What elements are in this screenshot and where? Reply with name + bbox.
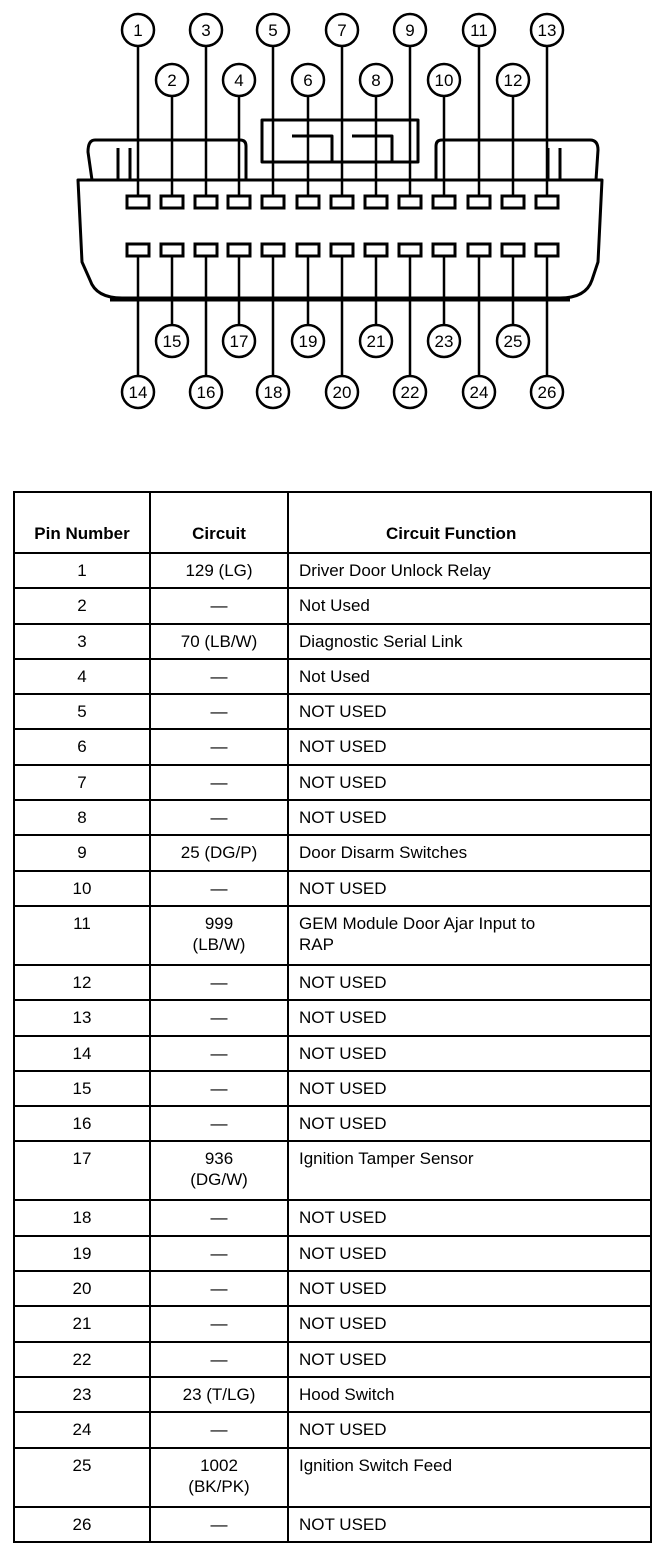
pin-slot-top [365,196,387,208]
pin-callout-label: 18 [263,383,283,402]
pin-callout [156,325,188,357]
pin-callout-label: 5 [268,21,278,40]
pin-number-cell: 16 [14,1106,150,1141]
circuit-function-cell: Door Disarm Switches [288,835,651,870]
circuit-function-cell: NOT USED [288,1271,651,1306]
pin-callout [223,325,255,357]
pin-number-cell: 25 [14,1448,150,1507]
circuit-cell: — [150,1507,288,1542]
pin-number-cell: 9 [14,835,150,870]
pin-slot-bottom [433,244,455,256]
pin-callout [292,64,324,96]
table-row [14,965,651,1000]
circuit-cell: — [150,1000,288,1035]
pin-number-cell: 18 [14,1200,150,1235]
pin-number-cell: 13 [14,1000,150,1035]
pin-callout [190,14,222,46]
table-row [14,1106,651,1141]
pin-callout [394,14,426,46]
pin-callout-label: 4 [234,71,244,90]
circuit-cell: — [150,965,288,1000]
table-row [14,906,651,965]
pin-slot-bottom [502,244,524,256]
circuit-function-cell: Ignition Tamper Sensor [288,1141,651,1200]
pin-callout-label: 10 [434,71,454,90]
pin-callout-label: 12 [503,71,523,90]
table-header-row [14,492,651,553]
circuit-cell: — [150,1106,288,1141]
circuit-cell: 25 (DG/P) [150,835,288,870]
table-row [14,1507,651,1542]
pin-number-cell: 7 [14,765,150,800]
pin-slot-top [468,196,490,208]
pin-slot-top [502,196,524,208]
circuit-cell: — [150,1236,288,1271]
pin-callout [223,64,255,96]
table-row [14,800,651,835]
pin-callout-label: 25 [503,332,523,351]
circuit-function-cell: NOT USED [288,1306,651,1341]
table-row [14,624,651,659]
pin-callout-label: 2 [167,71,177,90]
circuit-function-cell: NOT USED [288,1071,651,1106]
pin-slot-bottom [536,244,558,256]
pin-callout-label: 1 [133,21,143,40]
pin-callout-label: 7 [337,21,347,40]
pin-slot-bottom [262,244,284,256]
header-circuit: Circuit [150,492,288,553]
circuit-cell: 23 (T/LG) [150,1377,288,1412]
pin-callout [463,14,495,46]
pin-callout-label: 26 [537,383,557,402]
pin-number-cell: 6 [14,729,150,764]
connector-body [78,120,602,300]
circuit-cell: 999 (LB/W) [150,906,288,965]
pin-number-cell: 26 [14,1507,150,1542]
pin-slot-top [297,196,319,208]
circuit-cell: 1002 (BK/PK) [150,1448,288,1507]
pin-slot-bottom [365,244,387,256]
pin-callout-label: 9 [405,21,415,40]
pin-callout-label: 15 [162,332,182,351]
circuit-function-cell: Ignition Switch Feed [288,1448,651,1507]
pin-slot-top [331,196,353,208]
circuit-function-cell: NOT USED [288,1106,651,1141]
circuit-cell: — [150,729,288,764]
pin-callout-label: 6 [303,71,313,90]
circuit-function-cell: NOT USED [288,965,651,1000]
circuit-cell: 129 (LG) [150,553,288,588]
pin-callout [122,14,154,46]
pin-slot-top [399,196,421,208]
circuit-cell: 936 (DG/W) [150,1141,288,1200]
table-row [14,871,651,906]
table-row [14,1000,651,1035]
circuit-function-cell: NOT USED [288,1507,651,1542]
pin-slot-top [228,196,250,208]
circuit-function-cell: Not Used [288,659,651,694]
pin-number-cell: 15 [14,1071,150,1106]
pin-slot-top [262,196,284,208]
pin-callout-label: 13 [537,21,557,40]
table-row [14,1377,651,1412]
circuit-cell: — [150,1412,288,1447]
circuit-function-cell: NOT USED [288,1036,651,1071]
table-row [14,694,651,729]
table-row [14,765,651,800]
circuit-cell: — [150,1271,288,1306]
circuit-cell: — [150,871,288,906]
pin-slot-bottom [297,244,319,256]
pin-callout-label: 20 [332,383,352,402]
table-row [14,835,651,870]
pin-slot-top [127,196,149,208]
pin-callout-label: 24 [469,383,489,402]
pin-callout-label: 8 [371,71,381,90]
table-row [14,1141,651,1200]
circuit-function-cell: NOT USED [288,729,651,764]
circuit-cell: — [150,588,288,623]
pin-callout [257,376,289,408]
pin-callout [394,376,426,408]
pin-slot-bottom [399,244,421,256]
table-row [14,659,651,694]
pin-number-cell: 12 [14,965,150,1000]
pin-number-cell: 22 [14,1342,150,1377]
table-row [14,1200,651,1235]
header-circuit-function: Circuit Function [288,492,651,553]
pin-callout [360,325,392,357]
pin-number-cell: 10 [14,871,150,906]
pin-number-cell: 23 [14,1377,150,1412]
circuit-cell: — [150,694,288,729]
pin-number-cell: 20 [14,1271,150,1306]
header-pin-number: Pin Number [14,492,150,553]
circuit-cell: 70 (LB/W) [150,624,288,659]
table-row [14,1271,651,1306]
pin-number-cell: 2 [14,588,150,623]
circuit-cell: — [150,1342,288,1377]
pin-callout-label: 11 [470,21,488,40]
pin-callout [497,325,529,357]
circuit-cell: — [150,1036,288,1071]
pin-callout-label: 14 [128,383,148,402]
circuit-function-cell: NOT USED [288,1412,651,1447]
pin-slot-top [195,196,217,208]
pin-slot-bottom [195,244,217,256]
circuit-function-cell: NOT USED [288,765,651,800]
circuit-function-cell: GEM Module Door Ajar Input to RAP [288,906,651,965]
circuit-cell: — [150,800,288,835]
pin-slot-bottom [127,244,149,256]
pin-table [13,491,652,1543]
pin-callout [190,376,222,408]
pin-number-cell: 17 [14,1141,150,1200]
pin-callout [531,14,563,46]
pin-callout-label: 22 [400,383,420,402]
pin-slot-bottom [228,244,250,256]
pin-callout [497,64,529,96]
circuit-cell: — [150,1306,288,1341]
pin-callout [531,376,563,408]
pin-slot-top [433,196,455,208]
table-row [14,1306,651,1341]
table-row [14,1071,651,1106]
circuit-function-cell: Diagnostic Serial Link [288,624,651,659]
pin-slot-bottom [161,244,183,256]
circuit-function-cell: Not Used [288,588,651,623]
table-row [14,553,651,588]
pin-number-cell: 1 [14,553,150,588]
circuit-cell: — [150,1071,288,1106]
pin-number-cell: 4 [14,659,150,694]
pin-number-cell: 8 [14,800,150,835]
pin-callout [326,14,358,46]
pin-callout [292,325,324,357]
pin-number-cell: 5 [14,694,150,729]
circuit-function-cell: Hood Switch [288,1377,651,1412]
circuit-cell: — [150,659,288,694]
pin-number-cell: 21 [14,1306,150,1341]
circuit-function-cell: NOT USED [288,1200,651,1235]
circuit-function-cell: Driver Door Unlock Relay [288,553,651,588]
table-row [14,1448,651,1507]
circuit-function-cell: NOT USED [288,871,651,906]
pin-callout-label: 3 [201,21,211,40]
pin-callout [428,325,460,357]
pin-callout-label: 17 [229,332,249,351]
circuit-function-cell: NOT USED [288,800,651,835]
pin-callout-label: 23 [434,332,454,351]
pin-number-cell: 14 [14,1036,150,1071]
pin-callout-label: 16 [196,383,216,402]
pin-callout [257,14,289,46]
pin-callout-label: 21 [366,332,386,351]
table-row [14,1036,651,1071]
pin-slot-top [536,196,558,208]
circuit-cell: — [150,765,288,800]
circuit-cell: — [150,1200,288,1235]
pin-callout [360,64,392,96]
pin-slot-top [161,196,183,208]
pin-callout [428,64,460,96]
circuit-function-cell: NOT USED [288,694,651,729]
pin-number-cell: 11 [14,906,150,965]
table-row [14,1412,651,1447]
table-row [14,588,651,623]
pin-number-cell: 3 [14,624,150,659]
pin-number-cell: 24 [14,1412,150,1447]
circuit-function-cell: NOT USED [288,1000,651,1035]
pin-slot-bottom [331,244,353,256]
pin-callout-label: 19 [298,332,318,351]
circuit-function-cell: NOT USED [288,1342,651,1377]
pin-callout [463,376,495,408]
table-row [14,1236,651,1271]
table-row [14,729,651,764]
table-row [14,1342,651,1377]
connector-diagram [0,0,672,440]
pin-number-cell: 19 [14,1236,150,1271]
circuit-function-cell: NOT USED [288,1236,651,1271]
pin-callout [326,376,358,408]
pin-callout [122,376,154,408]
pin-slot-bottom [468,244,490,256]
pin-callout [156,64,188,96]
